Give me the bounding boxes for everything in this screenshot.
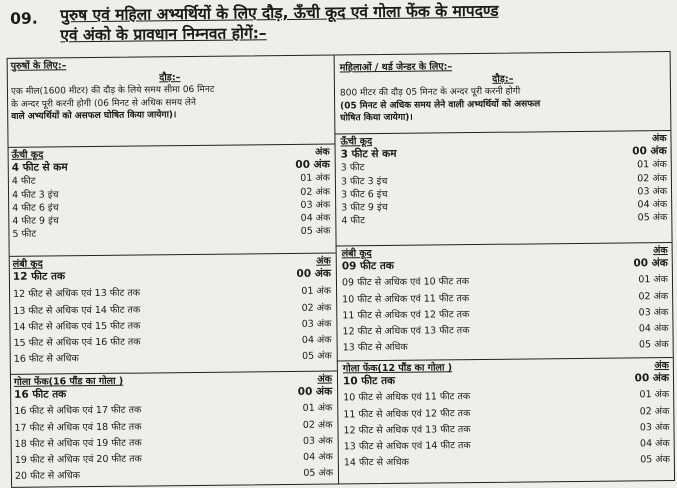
table-row (15, 434, 333, 451)
women-high-jump-title: ऊँची कूद (340, 136, 373, 148)
marks-value: 02 अंक (637, 172, 667, 184)
marks-value: 01 अंक (639, 389, 670, 401)
criterion-label: 4 फीट 6 इंच (12, 202, 59, 214)
table-row (343, 388, 669, 405)
table-row (342, 290, 668, 307)
marks-value: 02 अंक (301, 302, 332, 314)
marks-value: 05 अंक (638, 339, 669, 351)
marks-value: 03 अंक (638, 306, 669, 319)
criterion-label: 14 फीट से अधिक (343, 456, 409, 469)
women-race-section (340, 58, 667, 125)
marks-value: 05 अंक (300, 225, 331, 238)
criterion-label: 13 फीट से अधिक (342, 341, 408, 354)
criterion-label: 3 फीट 6 इंच (341, 188, 388, 201)
table-row (342, 322, 668, 339)
men-race-title: दौड़:– (159, 72, 181, 84)
criterion-label: 10 फीट से अधिक एवं 11 फीट तक (342, 292, 470, 306)
table-row (343, 372, 669, 389)
marks-header: अंक (651, 133, 667, 145)
marks-header: अंक (314, 146, 330, 158)
table-row (15, 467, 333, 484)
marks-value: 04 अंक (637, 199, 668, 211)
women-race-text-3: घोषित किया जायेगा)। (340, 113, 413, 124)
women-race-text-1: 800 मीटर की दौड़ 05 मिनट के अन्दर पूरी करनी होगी (339, 86, 521, 99)
criterion-label: 4 फीट (341, 215, 366, 227)
criterion-label: 14 फीट से अधिक एवं 15 फीट तक (13, 320, 141, 333)
marks-value: 03 अंक (300, 199, 331, 211)
marks-value: 02 अंक (302, 419, 333, 431)
criterion-label: 18 फीट से अधिक एवं 19 फीट तक (14, 437, 142, 450)
criterion-label: 17 फीट से अधिक एवं 18 फीट तक (14, 421, 142, 434)
criterion-label: 16 फीट तक (14, 388, 67, 402)
marks-value: 02 अंक (638, 290, 669, 302)
marks-value: 03 अंक (637, 185, 668, 198)
women-shot-put-title: गोला फेंक(12 पौंड का गोला ) (342, 362, 453, 375)
table-row (13, 301, 331, 318)
criterion-label: 12 फीट से अधिक एवं 13 फीट तक (342, 325, 470, 338)
men-shot-put-section (14, 373, 333, 484)
table-row (14, 386, 332, 403)
table-row (342, 306, 668, 323)
marks-value: 00 अंक (297, 385, 333, 399)
criterion-label: 12 फीट से अधिक एवं 13 फीट तक (13, 287, 141, 301)
table-row (13, 317, 331, 334)
table-row (15, 451, 333, 468)
column-divider (334, 55, 339, 483)
marks-value: 04 अंक (303, 451, 333, 463)
marks-value: 03 अंक (639, 421, 670, 434)
criterion-label: 4 फीट 3 इंच (11, 189, 59, 201)
men-race-section (11, 57, 330, 124)
table-row (14, 418, 332, 435)
criterion-label: 16 फीट से अधिक (13, 353, 79, 366)
men-race-text-1: एक मील(1600 मीटर) की दौड़ के लिये समय सीमा 06 मिनट (10, 85, 215, 98)
marks-value: 05 अंक (637, 212, 668, 224)
marks-header: अंक (653, 245, 668, 257)
table-row (344, 437, 670, 454)
men-race-text-3: वाले अभ्यर्थियों को असफल घोषित किया जायेगा)। (11, 110, 177, 123)
section-heading (10, 0, 670, 45)
men-long-jump-section (13, 255, 332, 367)
criteria-table (7, 51, 675, 488)
table-row (14, 350, 332, 367)
marks-header: अंक (317, 373, 333, 385)
men-long-jump-title: लंबी कूद (12, 258, 43, 270)
men-race-text-2: के अन्दर पूरी करनी होगी (06 मिनट से अधिक समय लेने (11, 97, 197, 110)
table-row (344, 453, 670, 470)
marks-value: 02 अंक (639, 405, 670, 417)
marks-value: 05 अंक (640, 454, 670, 466)
table-row (13, 285, 331, 302)
marks-value: 02 अंक (300, 186, 331, 198)
marks-value: 03 अंक (301, 318, 332, 330)
men-high-jump-section (12, 146, 331, 242)
table-row (342, 273, 668, 290)
women-long-jump-title: लंबी कूद (341, 248, 372, 260)
women-race-text-2: (05 मिनट से अधिक समय लेने वाली अभ्यर्थियों को असफल (340, 99, 541, 112)
marks-value: 00 अंक (295, 158, 330, 172)
criterion-label: 5 फीट (12, 228, 37, 241)
women-high-jump-section (340, 132, 667, 228)
criterion-label: 12 फीट तक (12, 270, 66, 284)
criterion-label: 13 फीट से अधिक एवं 14 फीट तक (343, 440, 471, 453)
marks-value: 00 अंक (632, 145, 667, 158)
marks-value: 01 अंक (638, 274, 669, 286)
marks-value: 05 अंक (303, 467, 334, 480)
men-title: पुरुषों के लिए:– (10, 60, 67, 72)
criterion-label: 10 फीट से अधिक एवं 11 फीट तक (343, 391, 471, 404)
marks-value: 01 अंक (302, 402, 333, 415)
women-title: महिलाओं / थर्ड जेन्डर के लिए:– (339, 61, 453, 74)
criterion-label: 11 फीट से अधिक एवं 12 फीट तक (342, 308, 470, 322)
women-race-title: दौड़:– (492, 73, 514, 86)
marks-header: अंक (316, 255, 331, 267)
section-title-line1: पुरुष एवं महिला अभ्यर्थियों के लिए दौड़, ऊँची कूद एवं गोला फेंक के मापदण्ड (60, 1, 499, 25)
table-row (343, 405, 669, 422)
table-row (12, 225, 330, 242)
marks-header: अंक (654, 360, 669, 372)
criterion-label: 09 फीट तक (341, 260, 394, 273)
marks-value: 01 अंक (300, 172, 330, 185)
section-number: 09. (10, 9, 38, 28)
marks-value: 00 अंक (296, 267, 331, 281)
table-row (13, 268, 331, 285)
table-row (343, 338, 669, 355)
criterion-label: 4 फीट (11, 176, 36, 188)
marks-value: 03 अंक (302, 435, 333, 447)
criterion-label: 3 फीट 9 इंच (341, 201, 388, 214)
marks-value: 04 अंक (639, 438, 670, 450)
table-row (343, 421, 669, 438)
criterion-label: 11 फीट से अधिक एवं 12 फीट तक (343, 407, 471, 421)
criterion-label: 09 फीट से अधिक एवं 10 फीट तक (341, 276, 470, 289)
table-row (14, 402, 332, 419)
criterion-label: 16 फीट से अधिक एवं 17 फीट तक (14, 404, 142, 418)
criterion-label: 4 फीट 9 इंच (12, 215, 59, 227)
criterion-label: 15 फीट से अधिक एवं 16 फीट तक (13, 336, 141, 349)
criterion-label: 19 फीट से अधिक एवं 20 फीट तक (14, 453, 142, 466)
marks-value: 00 अंक (634, 372, 670, 385)
criterion-label: 13 फीट से अधिक एवं 14 फीट तक (13, 304, 141, 317)
criterion-label: 3 फीट 3 इंच (340, 175, 388, 188)
section-title (60, 0, 670, 45)
table-row (342, 257, 668, 274)
men-high-jump-title: ऊँची कूद (11, 149, 44, 161)
marks-value: 04 अंक (301, 334, 332, 346)
marks-value: 05 अंक (302, 350, 332, 363)
criterion-label: 12 फीट से अधिक एवं 13 फीट तक (343, 423, 471, 437)
marks-value: 01 अंक (637, 159, 667, 171)
criterion-label: 4 फीट से कम (11, 161, 68, 175)
men-shot-put-title: गोला फेंक(16 पौंड का गोला ) (13, 375, 124, 388)
marks-value: 04 अंक (638, 323, 669, 335)
marks-value: 04 अंक (300, 212, 331, 224)
table-row (341, 211, 667, 228)
section-title-line2: एवं अंको के प्रावधान निम्नवत होगें:– (60, 24, 267, 45)
table-row (14, 334, 332, 351)
marks-value: 01 अंक (301, 285, 332, 298)
criterion-label: 3 फीट (340, 162, 365, 174)
marks-value: 00 अंक (633, 257, 668, 270)
criterion-label: 10 फीट तक (342, 375, 396, 388)
criterion-label: 20 फीट से अधिक (14, 470, 81, 483)
women-long-jump-section (342, 244, 669, 355)
women-shot-put-section (343, 359, 670, 470)
criterion-label: 3 फीट से कम (340, 148, 397, 161)
